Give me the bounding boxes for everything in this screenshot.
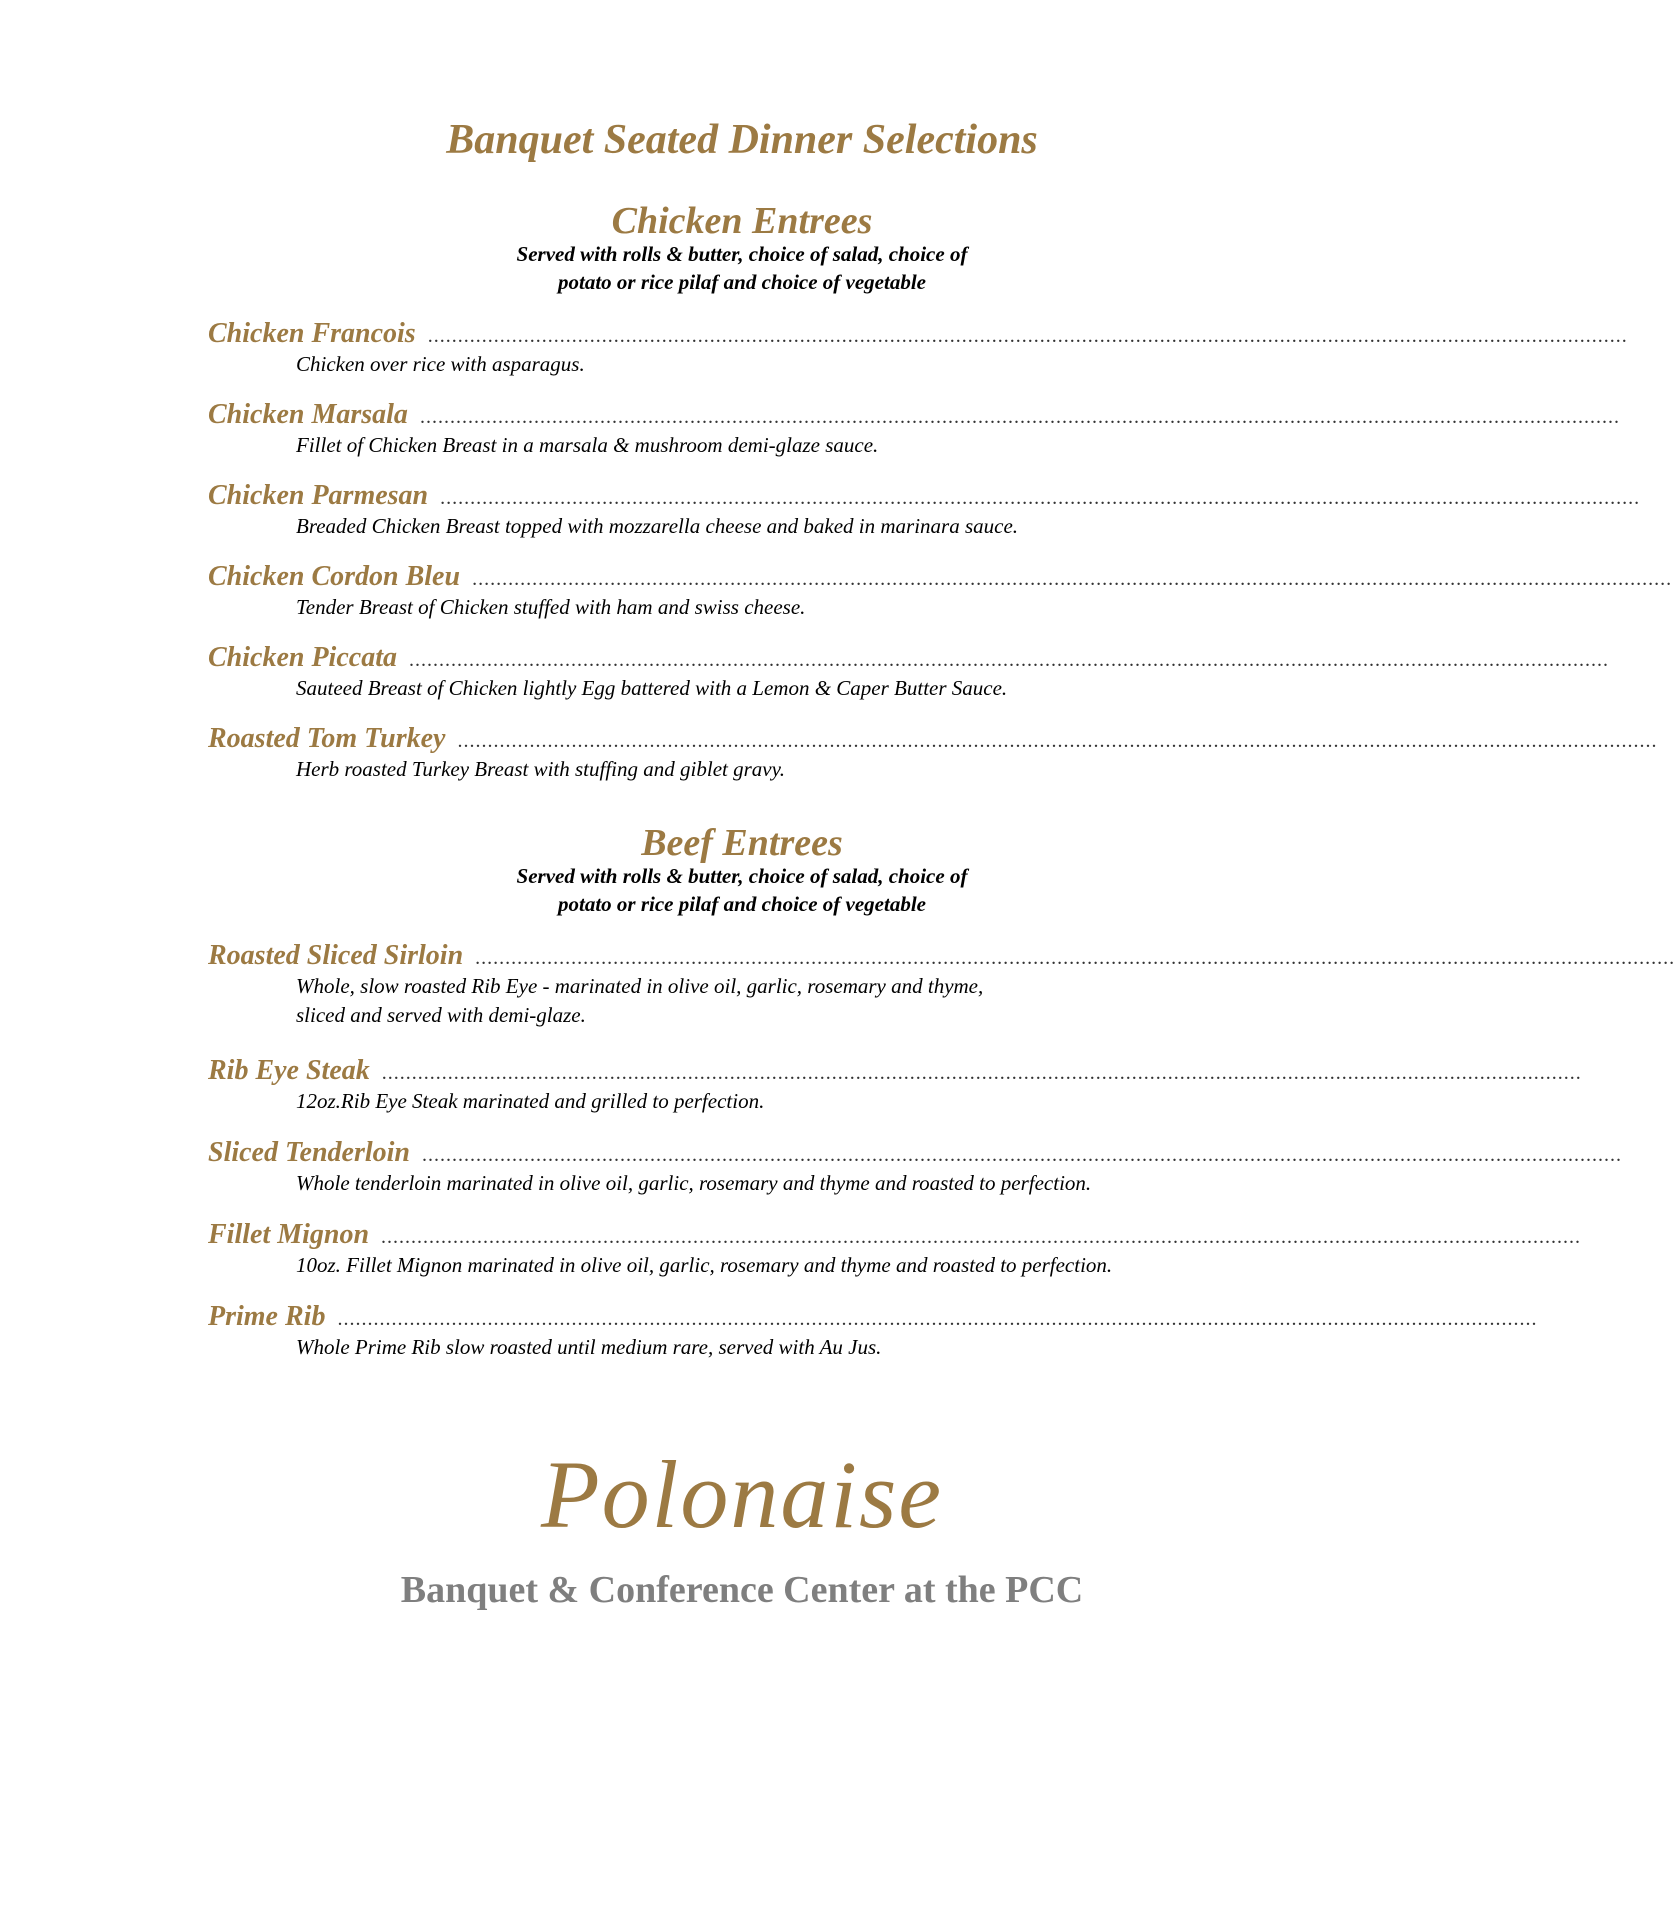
item-name: Sliced Tenderloin [208,1137,410,1168]
item-name: Roasted Sliced Sirloin [208,940,464,971]
dot-leader: ........................................................................................................................................................................................................ [457,730,1658,752]
dot-leader: ........................................................................................................................................................................................................ [475,947,1675,969]
page-title: Banquet Seated Dinner Selections [446,117,1038,163]
dot-leader: ........................................................................................................................................................................................................ [440,487,1641,509]
item-name: Prime Rib [208,1301,326,1332]
item-description [296,431,1176,460]
item-row [208,1301,1538,1333]
menu-item-roasted-sliced-sirloin [208,940,1675,1030]
item-name: Chicken Parmesan [208,480,429,511]
item-description-line: Sauteed Breast of Chicken lightly Egg battered with a Lemon & Caper Butter Sauce. [296,676,1008,700]
item-description-line: Fillet of Chicken Breast in a marsala & mushroom demi-glaze sauce. [296,433,879,457]
section-note-line: Served with rolls & butter, choice of salad, choice of [516,864,968,888]
beef-section-note [0,862,1484,918]
item-row [208,642,1609,674]
item-description-line: Chicken over rice with asparagus. [296,352,585,376]
item-row [208,940,1675,972]
item-row [208,1137,1622,1169]
item-description-line: Whole tenderloin marinated in olive oil, garlic, rosemary and thyme and roasted to perfection. [296,1171,1092,1195]
item-description [296,972,1164,1030]
item-description-line: sliced and served with demi-glaze. [296,1003,586,1027]
item-row [208,1219,1582,1251]
section-note-line: potato or rice pilaf and choice of vegetable [557,892,926,916]
item-description [296,1169,1178,1198]
item-description [296,512,1182,541]
menu-item-chicken-piccata [208,642,1609,703]
item-name: Roasted Tom Turkey [208,723,446,754]
item-row [208,480,1641,512]
dot-leader: ........................................................................................................................................................................................................ [419,406,1620,428]
item-description [296,350,1206,379]
section-note-line: Served with rolls & butter, choice of salad, choice of [516,242,968,266]
item-name: Rib Eye Steak [208,1055,370,1086]
chicken-section-note [0,240,1484,296]
polonaise-logo: Polonaise [541,1441,943,1548]
item-row [208,318,1628,350]
item-description [296,1251,1178,1280]
menu-item-chicken-marsala [208,399,1620,460]
menu-item-sliced-tenderloin [208,1137,1622,1198]
item-description-line: 10oz. Fillet Mignon marinated in olive oil, garlic, rosemary and thyme and roasted to perfection. [296,1253,1113,1277]
item-description [296,593,1182,622]
item-row [208,1055,1582,1087]
menu-item-prime-rib [208,1301,1538,1362]
item-description-line: 12oz.Rib Eye Steak marinated and grilled to perfection. [296,1089,765,1113]
menu-item-rib-eye-steak [208,1055,1582,1116]
item-name: Chicken Cordon Bleu [208,561,461,592]
item-description-line: Tender Breast of Chicken stuffed with ham and swiss cheese. [296,595,806,619]
dot-leader: ........................................................................................................................................................................................................ [381,1062,1582,1084]
menu-item-roasted-tom-turkey [208,723,1658,784]
section-note-line: potato or rice pilaf and choice of vegetable [557,270,926,294]
dot-leader: ........................................................................................................................................................................................................ [421,1144,1622,1166]
dot-leader: ........................................................................................................................................................................................................ [472,568,1673,590]
item-name: Fillet Mignon [208,1219,370,1250]
dot-leader: ........................................................................................................................................................................................................ [337,1308,1538,1330]
item-description-line: Herb roasted Turkey Breast with stuffing and giblet gravy. [296,757,785,781]
item-row [208,399,1620,431]
item-name: Chicken Piccata [208,642,397,673]
menu-item-chicken-francois [208,318,1628,379]
menu-item-chicken-parmesan [208,480,1641,541]
menu-item-fillet-mignon [208,1219,1582,1280]
item-description [296,755,1178,784]
item-row [208,723,1658,755]
item-description [296,1333,1176,1362]
menu-item-chicken-cordon-bleu [208,561,1673,622]
item-description [296,1087,1176,1116]
item-name: Chicken Francois [208,318,416,349]
item-description-line: Whole Prime Rib slow roasted until medium rare, served with Au Jus. [296,1335,882,1359]
chicken-section-heading: Chicken Entrees [611,200,873,242]
venue-tagline: Banquet & Conference Center at the PCC [400,1569,1084,1611]
dot-leader: ........................................................................................................................................................................................................ [408,649,1609,671]
item-name: Chicken Marsala [208,399,408,430]
beef-section-heading: Beef Entrees [641,822,843,864]
item-description [296,674,1178,703]
item-description-line: Whole, slow roasted Rib Eye - marinated in olive oil, garlic, rosemary and thyme, [296,974,984,998]
item-row [208,561,1673,593]
dot-leader: ........................................................................................................................................................................................................ [427,325,1628,347]
dot-leader: ........................................................................................................................................................................................................ [381,1226,1582,1248]
item-description-line: Breaded Chicken Breast topped with mozzarella cheese and baked in marinara sauce. [296,514,1019,538]
